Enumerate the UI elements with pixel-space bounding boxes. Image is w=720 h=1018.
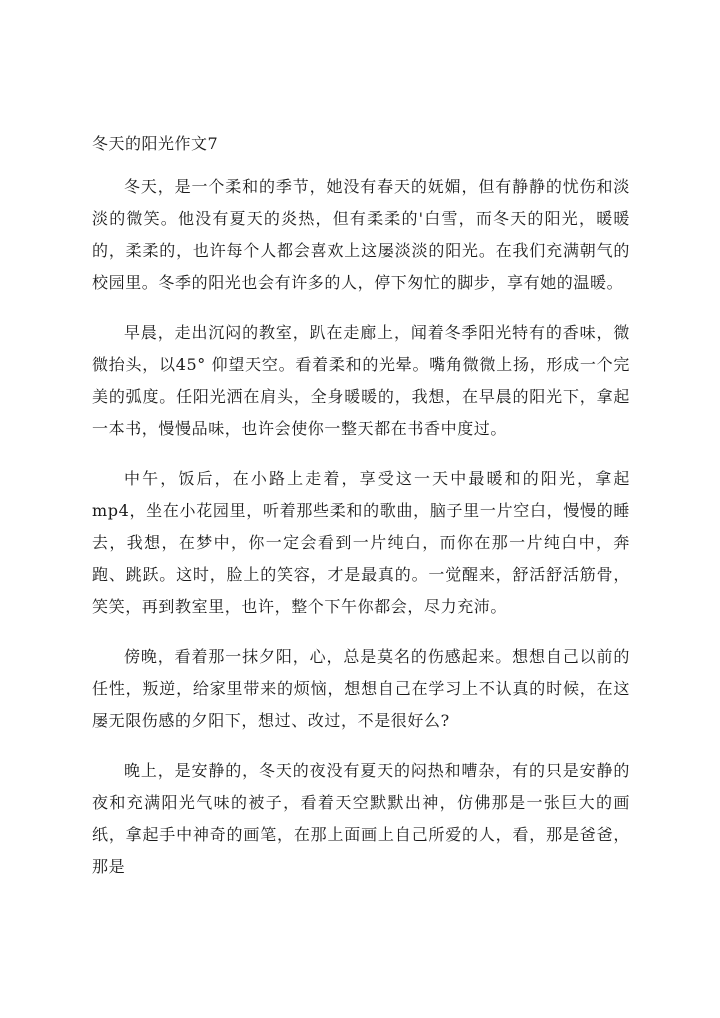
document-title: 冬天的阳光作文7	[92, 134, 219, 153]
paragraph-noon: 中午，饭后，在小路上走着，享受这一天中最暖和的阳光，拿起mp4，坐在小花园里，听着那些柔和的歌曲，脑子里一片空白，慢慢的睡去，我想，在梦中，你一定会看到一片纯白，而你在那一片纯白中，奔跑、跳跃。这时，脸上的笑容，才是最真的。一觉醒来，舒活舒活筋骨，笑笑，再到教室里，也许，整个下午你都会，尽力充沛。	[92, 469, 630, 616]
paragraph-morning: 早晨，走出沉闷的教室，趴在走廊上，闻着冬季阳光特有的香味，微微抬头，以45° 仰望天空。看着柔和的光晕。嘴角微微上扬，形成一个完美的弧度。任阳光洒在肩头，全身暖暖的，我想，在早晨的阳光下，拿起一本书，慢慢品味，也许会使你一整天都在书香中度过。	[92, 323, 630, 438]
paragraph-winter-intro: 冬天，是一个柔和的季节，她没有春天的妩媚，但有静静的忧伤和淡淡的微笑。他没有夏天的炎热，但有柔柔的'白雪，而冬天的阳光，暖暖的，柔柔的，也许每个人都会喜欢上这屡淡淡的阳光。在我们充满朝气的校园里。冬季的阳光也会有许多的人，停下匆忙的脚步，享有她的温暖。	[92, 177, 630, 292]
paragraph-night: 晚上，是安静的，冬天的夜没有夏天的闷热和嘈杂，有的只是安静的夜和充满阳光气味的被子，看着天空默默出神，仿佛那是一张巨大的画纸，拿起手中神奇的画笔，在那上面画上自己所爱的人，看，那是爸爸，那是	[92, 761, 630, 876]
document-body	[92, 171, 630, 901]
paragraph-dusk: 傍晚，看着那一抹夕阳，心，总是莫名的伤感起来。想想自己以前的任性，叛逆，给家里带来的烦恼，想想自己在学习上不认真的时候，在这屡无限伤感的夕阳下，想过、改过，不是很好么?	[92, 647, 630, 730]
